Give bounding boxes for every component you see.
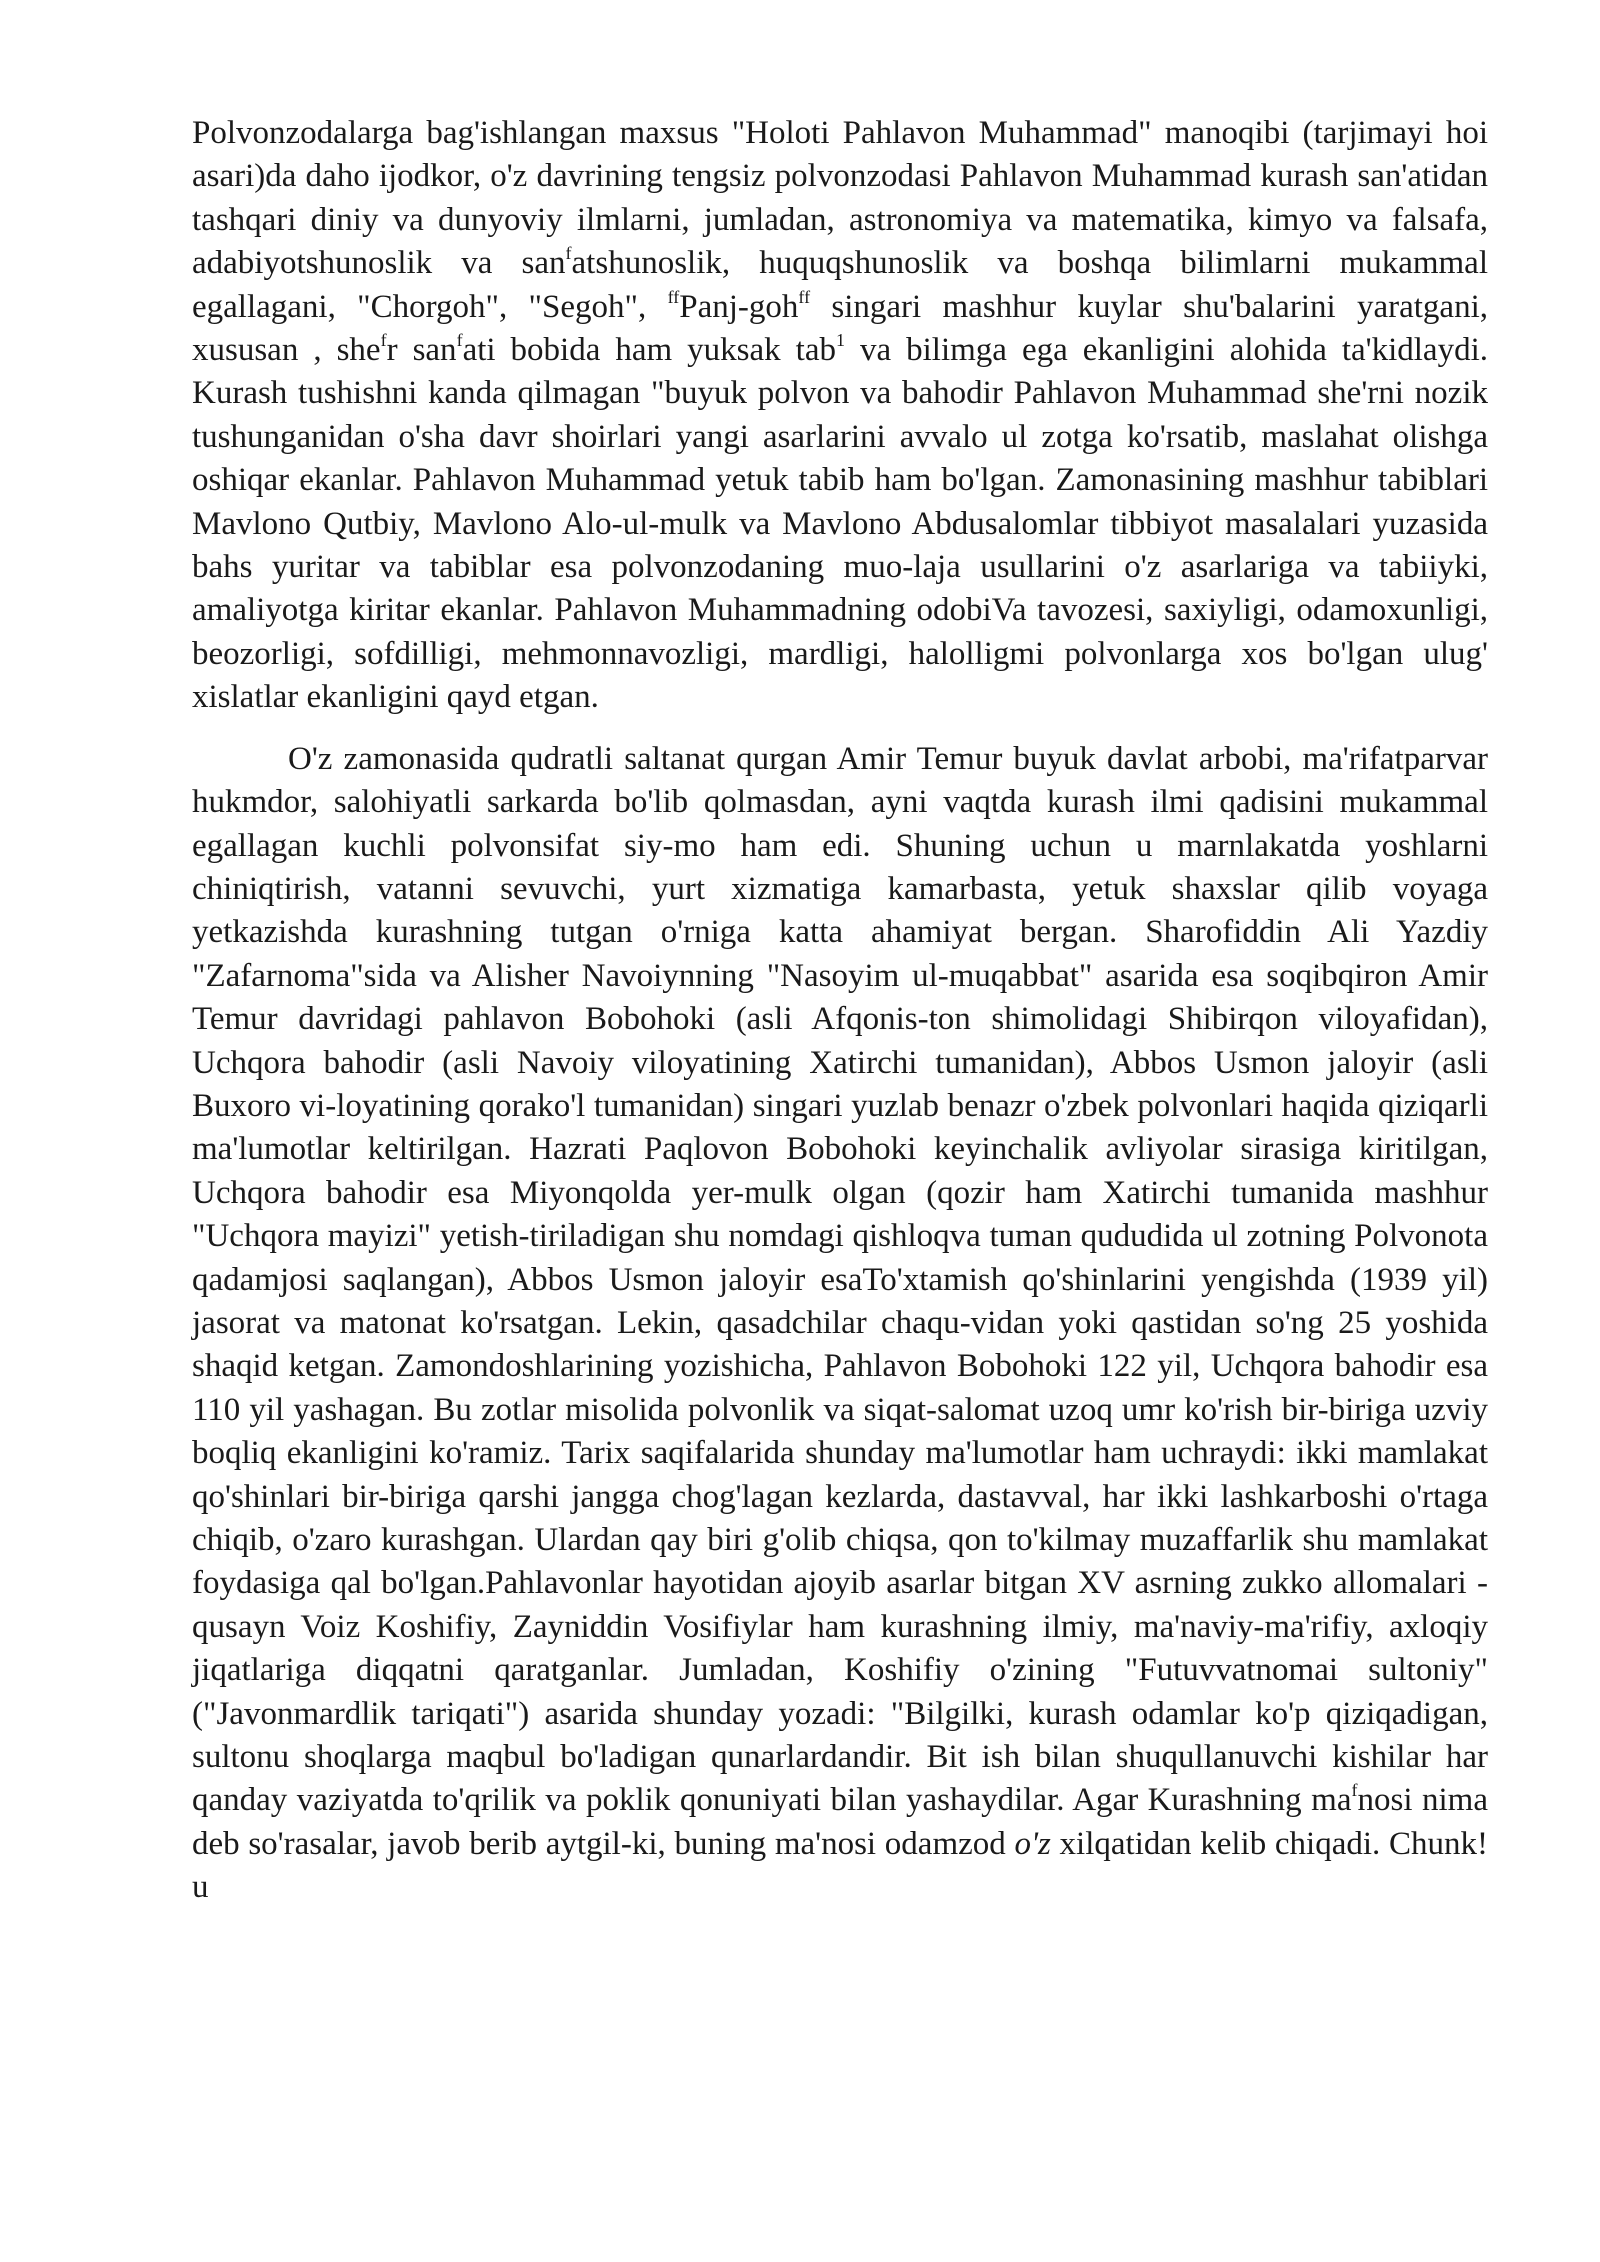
text-run: r san xyxy=(386,332,457,369)
text-run: Panj-goh xyxy=(679,288,799,325)
superscript-mark: f xyxy=(1351,1780,1358,1801)
paragraph xyxy=(192,112,1488,720)
superscript-mark: f xyxy=(380,330,387,351)
text-run: va bilimga ega ekanligini alohida ta'kidlaydi. Kurash tushishni kanda qilmagan "buyuk polvon va bahodir Pahlavon Muhammad she'rni nozik tushunganidan o'sha davr shoirlari yangi asarlarini avvalo ul zotga ko'rsatib, maslahat olishga oshiqar ekanlar. Pahlavon Muhammad yetuk tabib ham bo'lgan. Zamonasining mashhur tabiblari Mavlono Qutbiy, Mavlono Alo-ul-mulk va Mavlono Abdusalomlar tibbiyot masalalari yuzasida bahs yuritar va tabiblar esa polvonzodaning muo-laja usullarini o'z asarlariga va tabiiyki, amaliyotga kiritar ekanlar. Pahlavon Muhammadning odobiVa tavozesi, saxiyligi, odamoxunligi, beozorligi, sofdilligi, mehmonnavozligi, mardligi, halolligmi polvonlarga xos bo'lgan ulug' xislatlar ekanligini qayd etgan. xyxy=(192,332,1489,716)
text-run: xilqatidan kelib chiqadi. Chunk! u xyxy=(192,1825,1488,1906)
italic-text: o'z xyxy=(1014,1825,1051,1862)
text-run: ati bobida ham yuksak tab xyxy=(462,332,836,369)
text-run: O'z zamonasida qudratli saltanat qurgan Amir Temur buyuk davlat arbobi, ma'rifatparvar hukmdor, salohiyatli sarkarda bo'lib qolmasdan, ayni vaqtda kurash ilmi qadisini mukammal egallagan kuchli polvonsifat siy-mo ham edi. Shuning uchun u marnlakatda yoshlarni chiniqtirish, vatanni sevuvchi, yurt xizmatiga kamarbasta, yetuk shaxslar qilib voyaga yetkazishda kurashning tutgan o'rniga katta ahamiyat bergan. Sharofiddin Ali Yazdiy "Zafarnoma"sida va Alisher Navoiynning "Nasoyim ul-muqabbat" asarida esa soqibqiron Amir Temur davridagi pahlavon Bobohoki (asli Afqonis-ton shimolidagi Shibirqon viloyafidan), Uchqora bahodir (asli Navoiy viloyatining Xatirchi tumanidan), Abbos Usmon jaloyir (asli Buxoro vi-loyatining qorako'l tumanidan) singari yuzlab benazr o'zbek polvonlari haqida qiziqarli ma'lumotlar keltirilgan. Hazrati Paqlovon Bobohoki keyinchalik avliyolar sirasiga kiritilgan, Uchqora bahodir esa Miyonqolda yer-mulk olgan (qozir ham Xatirchi tumanida mashhur "Uchqora mayizi" yetish-tiriladigan shu nomdagi qishloqva tuman qududida ul zotning Polvonota qadamjosi saqlangan), Abbos Usmon jaloyir esaTo'xtamish qo'shinlarini yengishda (1939 yil) jasorat va matonat ko'rsatgan. Lekin, qasadchilar chaqu-vidan yoki qastidan so'ng 25 yoshida shaqid ketgan. Zamondoshlarining yozishicha, Pahlavon Bobohoki 122 yil, Uchqora bahodir esa 110 yil yashagan. Bu zotlar misolida polvonlik va siqat-salomat uzoq umr ko'rish bir-biriga uzviy boqliq ekanligini ko'ramiz. Tarix saqifalarida shunday ma'lumotlar ham uchraydi: ikki mamlakat qo'shinlari bir-biriga qarshi jangga chog'lagan kezlarda, dastavval, har ikki lashkarboshi o'rtaga chiqib, o'zaro kurashgan. Ulardan qay biri g'olib chiqsa, qon to'kilmay muzaffarlik shu mamlakat foydasiga qal bo'lgan.Pahlavonlar hayotidan ajoyib asarlar bitgan XV asrning zukko allomalari - qusayn Voiz Koshifiy, Zayniddin Vosifiylar ham kurashning ilmiy, ma'naviy-ma'rifiy, axloqiy jiqatlariga diqqatni qaratganlar. Jumladan, Koshifiy o'zining "Futuvvatnomai sultoniy" ("Javonmardlik tariqati") asarida shunday yozadi: "Bilgilki, kurash odamlar ko'p qiziqadigan, sultonu shoqlarga maqbul bo'ladigan qunarlardandir. Bit ish bilan shuqullanuvchi kishilar har qanday vaziyatda to'qrilik va poklik qonuniyati bilan yashaydilar. Agar Kurashning ma xyxy=(192,740,1488,1819)
text-run: singari mashhur kuylar shu'balarini yaratgani, xususan , she xyxy=(192,288,1488,369)
superscript-mark: f xyxy=(565,243,572,264)
superscript-mark: ff xyxy=(667,286,680,307)
superscript-mark: ff xyxy=(798,286,811,307)
superscript-mark: f xyxy=(456,330,463,351)
paragraph xyxy=(192,738,1488,1910)
superscript-mark: 1 xyxy=(835,330,845,351)
document-body xyxy=(192,112,1488,1910)
text-run: Polvonzodalarga bag'ishlangan maxsus "Holoti Pahlavon Muhammad" manoqibi (tarjimayi hoi asari)da daho ijodkor, o'z davrining tengsiz polvonzodasi Pahlavon Muhammad kurash san'atidan tashqari diniy va dunyoviy ilmlarni, jumladan, astronomiya va matematika, kimyo va falsafa, adabiyotshunoslik va san xyxy=(192,115,1488,282)
text-run: atshunoslik, huquqshunoslik va boshqa bilimlarni mukammal egallagani, "Chorgoh", "Segoh", xyxy=(192,245,1488,325)
text-run: nosi nima deb so'rasalar, javob berib aytgil-ki, buning ma'nosi odamzod xyxy=(192,1782,1488,1862)
